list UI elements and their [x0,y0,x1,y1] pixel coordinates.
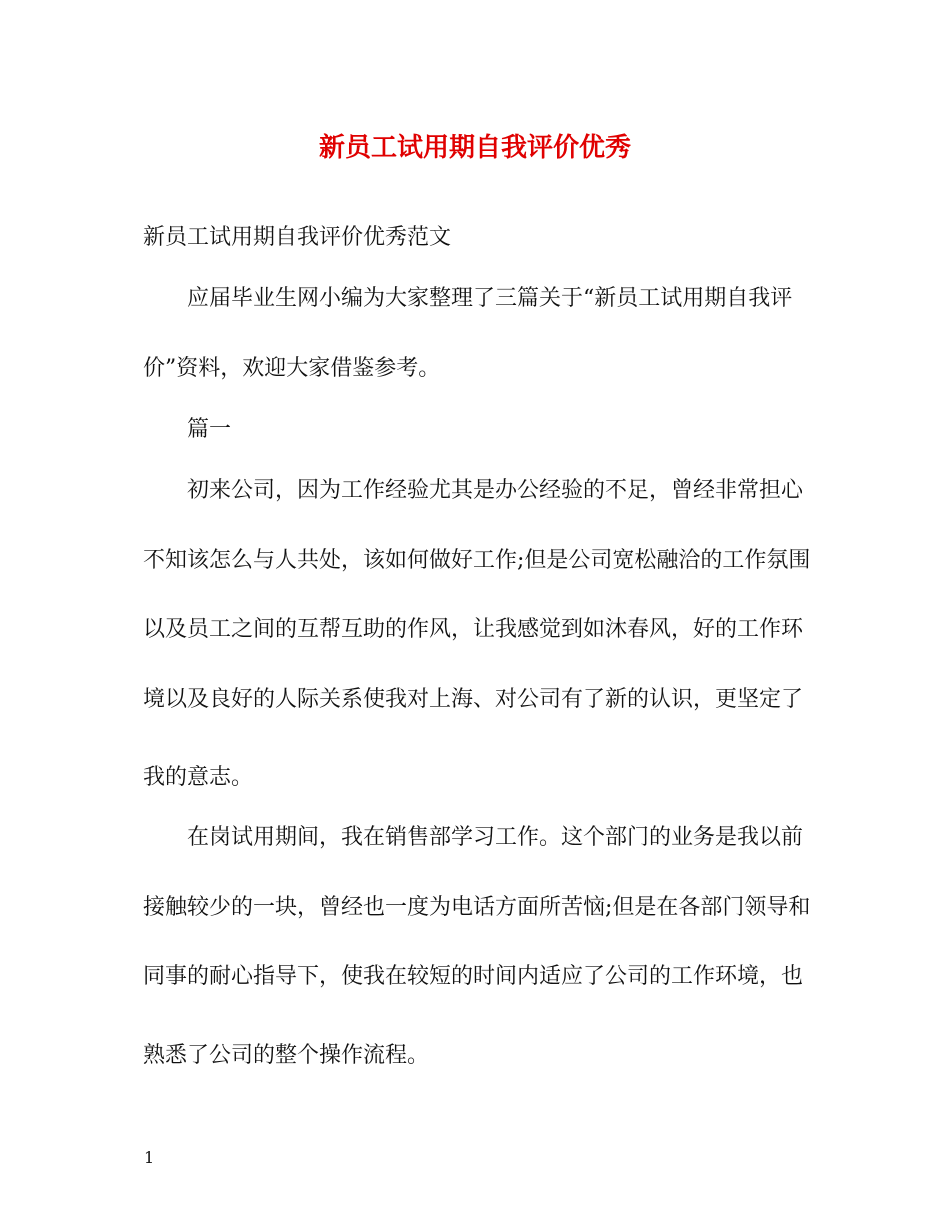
intro-line-1: 应届毕业生网小编为大家整理了三篇关于“新员工试用期自我评 [187,286,793,311]
document-subtitle: 新员工试用期自我评价优秀范文 [143,225,452,250]
paragraph-1-line-5: 我的意志。 [143,765,254,790]
paragraph-1-line-1: 初来公司，因为工作经验尤其是办公经验的不足，曾经非常担心 [187,478,804,503]
paragraph-2-line-1: 在岗试用期间，我在销售部学习工作。这个部门的业务是我以前 [187,825,804,850]
page-number: 1 [144,1148,155,1167]
paragraph-2-line-4: 熟悉了公司的整个操作流程。 [143,1043,430,1068]
document-title: 新员工试用期自我评价优秀 [318,133,631,163]
paragraph-1-line-3: 以及员工之间的互帮互助的作风，让我感觉到如沐春风，好的工作环 [143,617,804,642]
intro-line-2: 价”资料，欢迎大家借鉴参考。 [143,356,441,381]
paragraph-2-line-3: 同事的耐心指导下，使我在较短的时间内适应了公司的工作环境，也 [143,964,804,989]
section-heading: 篇一 [187,417,232,442]
paragraph-2-line-2: 接触较少的一块，曾经也一度为电话方面所苦恼;但是在各部门领导和 [143,895,811,920]
paragraph-1-line-2: 不知该怎么与人共处，该如何做好工作;但是公司宽松融洽的工作氛围 [143,548,811,573]
paragraph-1-line-4: 境以及良好的人际关系使我对上海、对公司有了新的认识，更坚定了 [143,687,804,712]
